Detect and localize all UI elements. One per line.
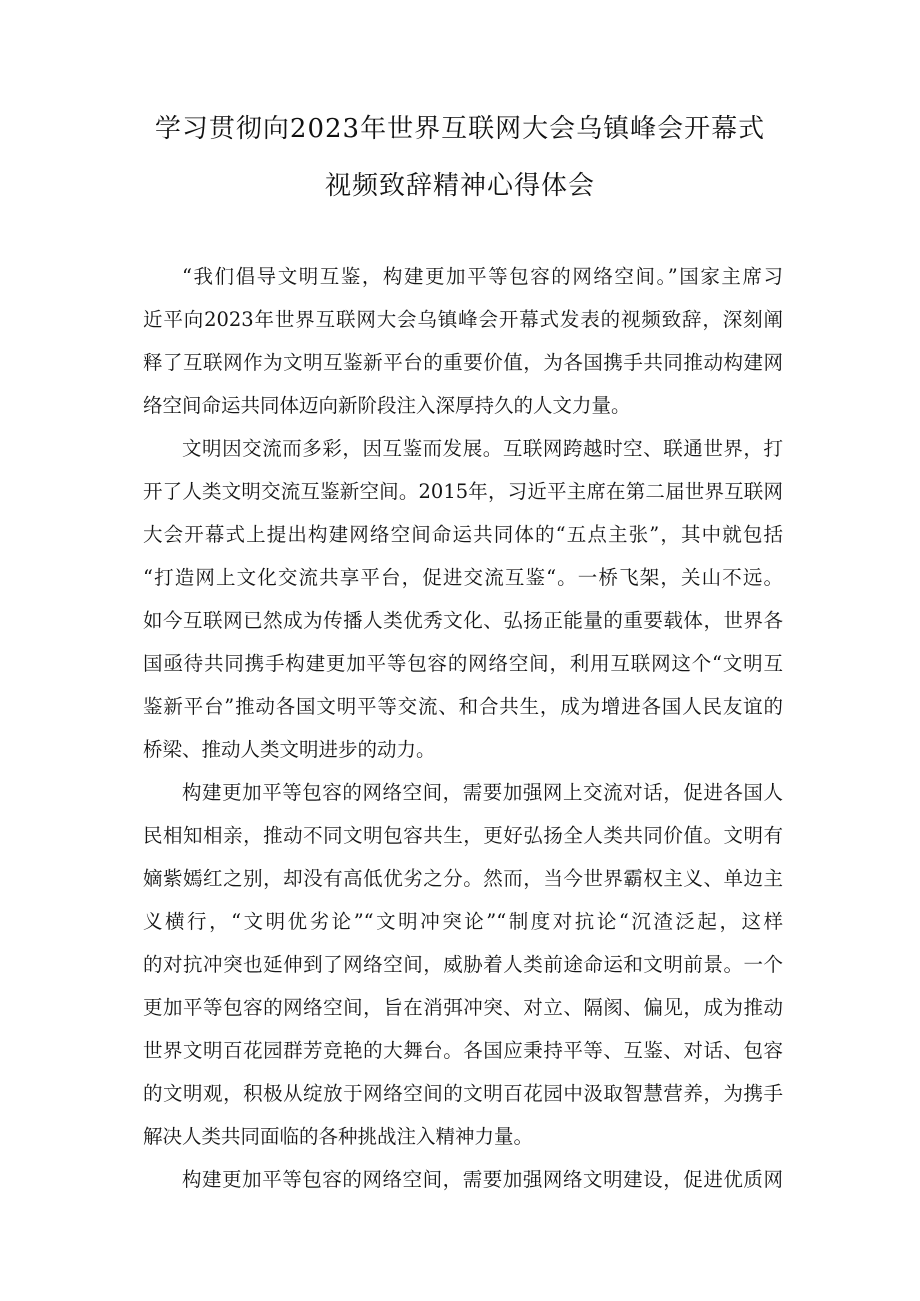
paragraph-2-line: “打造网上文化交流共享平台，促进交流互鉴“。一桥飞架，关山不远。 xyxy=(143,566,783,589)
paragraph-3-line: 义横行，“文明优劣论”“文明冲突论”“制度对抗论“沉渣泛起，这样 xyxy=(143,910,783,933)
paragraph-1-line: 近平向2023年世界互联网大会乌镇峰会开幕式发表的视频致辞，深刻阐 xyxy=(143,308,783,331)
paragraph-3-line: 解决人类共同面临的各种挑战注入精神力量。 xyxy=(143,1125,534,1148)
paragraph-1-line: 释了互联网作为文明互鉴新平台的重要价值，为各国携手共同推动构建网 xyxy=(143,351,783,374)
paragraph-2-line: 开了人类文明交流互鉴新空间。2015年，习近平主席在第二届世界互联网 xyxy=(143,480,783,503)
paragraph-2-line: 文明因交流而多彩，因互鉴而发展。互联网跨越时空、联通世界，打 xyxy=(182,437,783,460)
paragraph-2-line: 鉴新平台”推动各国文明平等交流、和合共生，成为增进各国人民友谊的 xyxy=(143,695,783,718)
document-title-line-1: 学习贯彻向2023年世界互联网大会乌镇峰会开幕式 xyxy=(154,114,766,144)
paragraph-3-line: 更加平等包容的网络空间，旨在消弭冲突、对立、隔阂、偏见，成为推动 xyxy=(143,996,783,1019)
paragraph-3-line: 的对抗冲突也延伸到了网络空间，威胁着人类前途命运和文明前景。一个 xyxy=(143,953,783,976)
paragraph-1-line: 络空间命运共同体迈向新阶段注入深厚持久的人文力量。 xyxy=(143,394,631,417)
paragraph-1-line: “我们倡导文明互鉴，构建更加平等包容的网络空间。”国家主席习 xyxy=(182,265,783,288)
paragraph-2-line: 如今互联网已然成为传播人类优秀文化、弘扬正能量的重要载体，世界各 xyxy=(143,609,783,632)
document-title-line-2: 视频致辞精神心得体会 xyxy=(324,171,595,201)
paragraph-2-line: 大会开幕式上提出构建网络空间命运共同体的“五点主张”，其中就包括 xyxy=(143,523,783,546)
paragraph-3-line: 的文明观，积极从绽放于网络空间的文明百花园中汲取智慧营养，为携手 xyxy=(143,1082,783,1105)
paragraph-3-line: 构建更加平等包容的网络空间，需要加强网上交流对话，促进各国人 xyxy=(182,781,783,804)
paragraph-2-line: 桥梁、推动人类文明进步的动力。 xyxy=(143,738,436,761)
paragraph-2-line: 国亟待共同携手构建更加平等包容的网络空间，利用互联网这个“文明互 xyxy=(143,652,783,675)
paragraph-4-line: 构建更加平等包容的网络空间，需要加强网络文明建设，促进优质网 xyxy=(182,1168,783,1191)
paragraph-3-line: 民相知相亲，推动不同文明包容共生，更好弘扬全人类共同价值。文明有 xyxy=(143,824,783,847)
paragraph-3-line: 嫡紫嫣红之别，却没有高低优劣之分。然而，当今世界霸权主义、单边主 xyxy=(143,867,783,890)
paragraph-3-line: 世界文明百花园群芳竞艳的大舞台。各国应秉持平等、互鉴、对话、包容 xyxy=(143,1039,783,1062)
